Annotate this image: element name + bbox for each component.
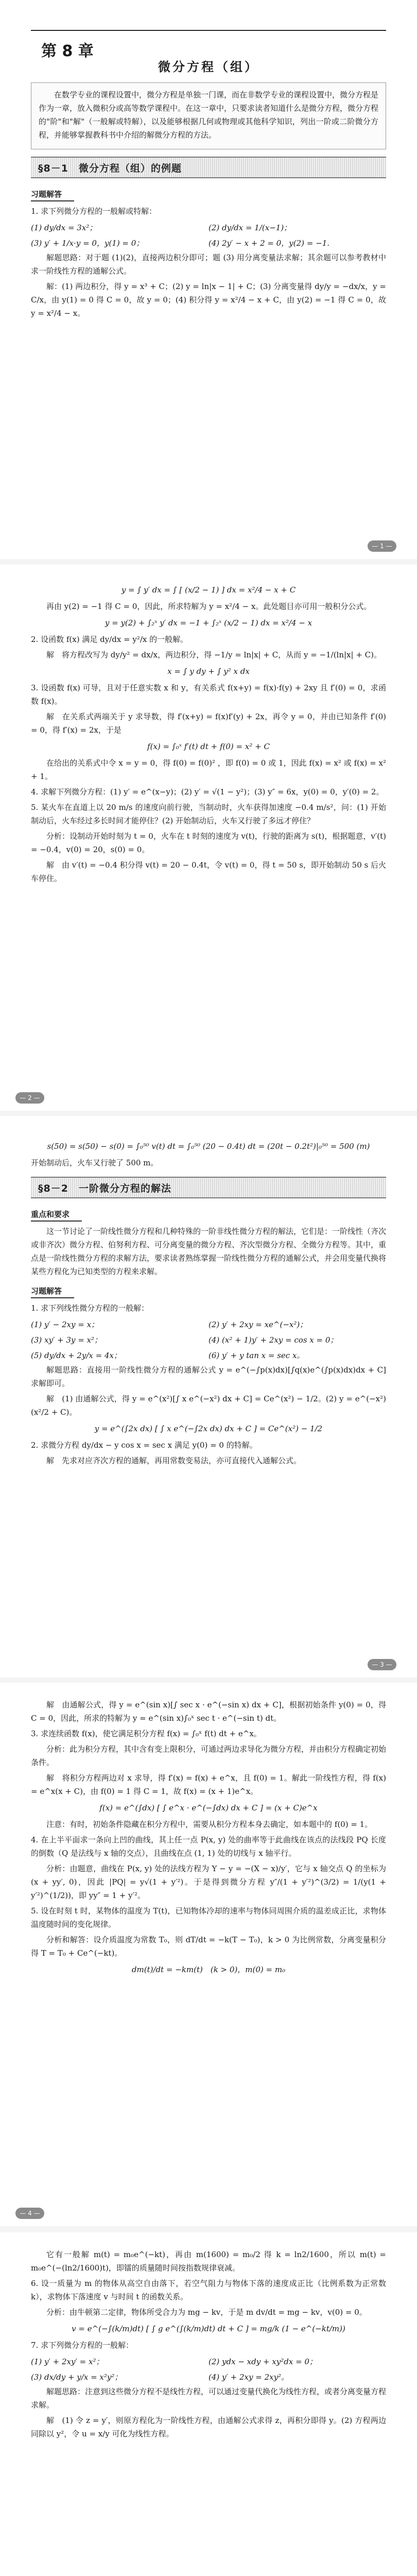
paragraph: 分析：由牛顿第二定律，物体所受合力为 mg − kv，于是 m dv/dt = mg − kv，v(0) = 0。	[46, 2308, 367, 2317]
list-item: (3) dx/dy + y/x = x²y²；	[31, 2372, 123, 2382]
page-2	[0, 565, 417, 1111]
list-item: (4) (x² + 1)y′ + 2xy = cos x = 0；	[208, 1335, 338, 1345]
list-item: (2) y′ + 2xy = xe^(−x²)；	[208, 1320, 308, 1329]
chapter-intro	[31, 82, 386, 149]
question-items	[31, 220, 386, 251]
subsection-heading: 习题解答	[31, 1285, 74, 1298]
paragraph: 注意：有时，初始条件隐藏在积分方程中，需要从积分方程本身去确定，如本题中的 f(0) = 1。	[46, 1820, 373, 1829]
question-1: 1. 求下列线性微分方程的一般解：	[31, 1303, 149, 1313]
paragraph: 再由 y(2) = −1 得 C = 0，因此，所求特解为 y = x²/4 − x。此处题目亦可用一般积分公式。	[46, 602, 372, 611]
paragraph: 分析：设制动开始时刻为 t = 0，火车在 t 时刻的速度为 v(t)，行驶的距离为 s(t)，根据题意，v′(t) = −0.4，v(0) = 20，s(0) = 0。	[31, 832, 386, 854]
paragraph: 解 将方程改写为 dy/y² = dx/x，两边积分，得 −1/y = ln|x| + C，从而 y = −1/(ln|x| + C)。	[46, 650, 382, 659]
question-2: 2. 设函数 f(x) 满足 dy/dx = y²/x 的一般解。	[31, 635, 188, 644]
section-bar-8-1	[31, 157, 386, 178]
page-number: — 3 —	[368, 1659, 396, 1670]
paragraph: 这一节讨论了一阶线性微分方程和几种特殊的一阶非线性微分方程的解法，它们是：一阶线性（齐次或非齐次）微分方程、伯努利方程、可分离变量的微分方程、齐次型微分方程、全微分方程等。其中，重点是一阶线性微分方程的求解方法，要求读者熟练掌握一阶线性微分方程的通解公式，并会用变量代换将某些方程化为已知类型的方程来求解。	[31, 1227, 387, 1276]
page-gap	[0, 559, 417, 565]
page-gap	[0, 2226, 417, 2232]
list-item: (6) y′ + y tan x = sec x。	[208, 1351, 305, 1360]
list-item: (4) 2y′ − x + 2 = 0，y(2) = −1.	[208, 239, 330, 248]
paragraph: 解 将积分方程两边对 x 求导，得 f′(x) = f(x) + e^x，且 f(0) = 1。解此一阶线性方程，得 f(x) = e^x(x + C)，由 f(0) = 1 得 C = 1，故 f(x) = (x + 1)e^x。	[31, 1773, 386, 1796]
paragraph: 它有一般解 m(t) = m₀e^(−kt)，再由 m(1600) = m₀/2 得 k = ln2/1600，所以 m(t) = m₀e^(−(ln2/1600)t)，即镭的质量随时间按指数规律衰减。	[31, 2250, 386, 2273]
chapter-header	[31, 0, 386, 77]
paragraph: 分析：此为积分方程，其中含有变上限积分，可通过两边求导化为微分方程，并由积分方程确定初始条件。	[31, 1744, 387, 1767]
equation: y = e^(∫2x dx) [ ∫ x e^(−∫2x dx) dx + C ] = Ce^(x²) − 1/2	[94, 1424, 323, 1433]
question-5: 5. 设在时刻 t 时，某物体的温度为 T(t)，已知物体冷却的速率与物体同周围介质的温差成正比，求物体温度随时间的变化规律。	[31, 1906, 386, 1929]
equation: f(x) = e^(∫dx) [ ∫ e^x · e^(−∫dx) dx + C ] = (x + C)e^x	[99, 1803, 318, 1812]
question-items	[31, 2354, 386, 2385]
question-items	[31, 1317, 386, 1363]
question-2: 2. 求微分方程 dy/dx − y cos x = sec x 满足 y(0) = 0 的特解。	[31, 1440, 257, 1450]
paragraph: 开始制动后，火车又行驶了 500 m。	[31, 1158, 159, 1167]
equation: dm(t)/dt = −km(t) (k > 0)，m(0) = m₀	[131, 1965, 286, 1974]
page-4	[0, 1683, 417, 2226]
page-gap	[0, 1111, 417, 1116]
paragraph: 分析：由题意，曲线在 P(x, y) 处的法线方程为 Y − y = −(X − x)/y′，它与 x 轴交点 Q 的坐标为 (x + yy′, 0)，因此 |PQ| = y√(1 + y′²)。于是得到微分方程 y″/(1 + y′²)^(3/2) = 1/(y(1 + y′²)^(1/2))，即 yy″ = 1 + y′²。	[31, 1864, 386, 1900]
section-title: §8－1 微分方程（组）的例题	[38, 163, 182, 174]
list-item: (2) ydx − xdy + xy²dx = 0；	[208, 2357, 317, 2366]
solution-text: 解 (1) 由通解公式，得 y = e^(x²)[∫ x e^(−x²) dx + C] = Ce^(x²) − 1/2。(2) y = e^(−x²)(x²/2 + C)。	[31, 1394, 386, 1417]
intro-text: 在数学专业的课程设置中，微分方程是单独一门课，而在非数学专业的课程设置中，微分方程是作为一章，放入微积分或高等数学课程中。在这一章中，只要求读者知道什么是微分方程，微分方程的"阶"和"解"（一般解或特解），以及能够根据几何或物理或其他科学知识，列出一阶或二阶微分方程，并能够掌握教科书中介绍的解微分方程的方法。	[39, 90, 379, 140]
question-1: 1. 求下列微分方程的一般解或特解：	[31, 207, 157, 216]
list-item: (3) y′ + 1/x·y = 0，y(1) = 0；	[31, 239, 144, 248]
list-item: (4) y′ + 2xy = 2xy²。	[208, 2372, 289, 2382]
solution-idea: 解题思路：直接用一阶线性微分方程的通解公式 y = e^(−∫p(x)dx)[∫q(x)e^(∫p(x)dx)dx + C] 求解即可。	[31, 1365, 386, 1388]
page-number: — 4 —	[15, 2208, 44, 2219]
equation: y = y(2) + ∫₂ˣ y′ dx = −1 + ∫₂ˣ (x/2 − 1) dx = x²/4 − x	[105, 618, 312, 628]
subsection-heading: 重点和要求	[31, 1209, 82, 1222]
equation: x = ∫ y dy + ∫ y² x dx	[167, 667, 250, 676]
solution-text: 解 (1) 令 z = y′，则原方程化为一阶线性方程，由通解公式求得 z，再积分即得 y。(2) 方程两边同除以 y²，令 u = x/y 可化为线性方程。	[31, 2416, 386, 2438]
paragraph: 解 由 v′(t) = −0.4 积分得 v(t) = 20 − 0.4t，令 v(t) = 0，得 t = 50 s，即开始制动 50 s 后火车停住。	[31, 860, 386, 883]
question-5: 5. 某火车在直道上以 20 m/s 的速度向前行驶，当制动时，火车获得加速度 −0.4 m/s²，问：(1) 开始制动后，火车经过多长时间才能停住？(2) 开始制动后，火车又行驶了多远才停住？	[31, 803, 386, 825]
page-gap	[0, 1677, 417, 1683]
paragraph: 解 在关系式两端关于 y 求导数，得 f′(x+y) = f(x)f′(y) + 2x，再令 y = 0，并由已知条件 f′(0) = 0，得 f′(x) = 2x，于是	[31, 712, 386, 735]
paragraph: 解 先求对应齐次方程的通解，再用常数变易法，亦可直接代入通解公式。	[46, 1456, 302, 1465]
solution-text: 解：(1) 两边积分，得 y = x³ + C；(2) y = ln|x − 1| + C；(3) 分离变量得 dy/y = −dx/x，y = C/x，由 y(1) = 0 得 C = 0，故 y = 0；(4) 积分得 y = x²/4 − x + C，由 y(2) = −1 得 C = 0，故 y = x²/4 − x。	[31, 282, 386, 318]
equation: v = e^(−∫(k/m)dt) [ ∫ g e^(∫(k/m)dt) dt + C ] = mg/k (1 − e^(−kt/m))	[72, 2324, 345, 2333]
subsection-heading: 习题解答	[31, 189, 74, 201]
list-item: (1) dy/dx = 3x²；	[31, 223, 97, 232]
paragraph: 在给出的关系式中令 x = y = 0，得 f(0) = f(0)² ，即 f(0) = 0 或 1，因此 f(x) = x² 或 f(x) = x² + 1。	[31, 758, 386, 781]
question-4: 4. 在上半平面求一条向上凹的曲线，其上任一点 P(x, y) 处的曲率等于此曲线在该点的法线段 PQ 长度的倒数（Q 是法线与 x 轴的交点），且曲线在点 (1, 1) 处的切线与 x 轴平行。	[31, 1835, 386, 1858]
question-3: 3. 求连续函数 f(x)，使它满足积分方程 f(x) = ∫₀ˣ f(t) dt + e^x。	[31, 1729, 262, 1738]
paragraph: 解 由通解公式，得 y = e^(sin x)[∫ sec x · e^(−sin x) dx + C]，根据初始条件 y(0) = 0，得 C = 0，因此，所求的特解为 y = e^(sin x)∫₀ˣ sec t · e^(−sin t) dt。	[31, 1700, 386, 1723]
chapter-title: 微分方程（组）	[158, 60, 259, 74]
solution-idea: 解题思路：对于题 (1)(2)，直接两边积分即可；题 (3) 用分离变量法求解；其余题可以参考教材中求一阶线性方程的通解公式。	[31, 253, 386, 276]
question-4: 4. 求解下列微分方程：(1) y′ = e^(x−y)；(2) y′ = √(1 − y²)；(3) y″ = 6x，y(0) = 0，y′(0) = 2。	[31, 787, 384, 796]
list-item: (1) y′ − 2xy = x；	[31, 1320, 99, 1329]
page-5	[0, 2232, 417, 2576]
equation: s(50) = s(50) − s(0) = ∫₀⁵⁰ v(t) dt = ∫₀⁵⁰ (20 − 0.4t) dt = (20t − 0.2t²)|₀⁵⁰ = 500 (m)	[47, 1142, 370, 1151]
list-item: (3) xy′ + 3y = x²；	[31, 1335, 102, 1345]
equation: f(x) = ∫₀ˣ f′(t) dt + f(0) = x² + C	[147, 742, 270, 751]
page-number: — 1 —	[368, 540, 396, 552]
list-item: (5) dy/dx + 2y/x = 4x；	[31, 1351, 121, 1360]
page-1	[0, 0, 417, 559]
solution-idea: 解题思路：注意到这些微分方程不是线性方程，可以通过变量代换化为线性方程，或者分离变量方程求解。	[31, 2387, 387, 2410]
question-3: 3. 设函数 f(x) 可导，且对于任意实数 x 和 y，有关系式 f(x+y) = f(x)·f(y) + 2xy 且 f′(0) = 0，求函数 f(x)。	[31, 683, 386, 706]
question-6: 6. 设一质量为 m 的物体从高空自由落下，若空气阻力与物体下落的速度成正比（比例系数为正常数 k），求物体下落速度 v 与时间 t 的函数关系。	[31, 2279, 386, 2301]
list-item: (1) y′ + 2xy′ = x²；	[31, 2357, 104, 2366]
list-item: (2) dy/dx = 1/(x−1)；	[208, 223, 292, 232]
chapter-number: 第 8 章	[41, 42, 94, 60]
page-3	[0, 1116, 417, 1677]
section-bar-8-2	[31, 1177, 386, 1198]
chapter-rule	[31, 30, 386, 31]
section-title: §8－2 一阶微分方程的解法	[38, 1183, 171, 1194]
paragraph: 分析和解答：设介质温度为常数 T₀，则 dT/dt = −k(T − T₀)，k > 0 为比例常数，分离变量积分得 T = T₀ + Ce^(−kt)。	[31, 1935, 386, 1958]
question-7: 7. 求下列微分方程的一般解：	[31, 2341, 134, 2350]
equation: y = ∫ y′ dx = ∫ [ (x/2 − 1) ] dx = x²/4 − x + C	[121, 585, 296, 595]
page-number: — 2 —	[15, 1092, 44, 1104]
